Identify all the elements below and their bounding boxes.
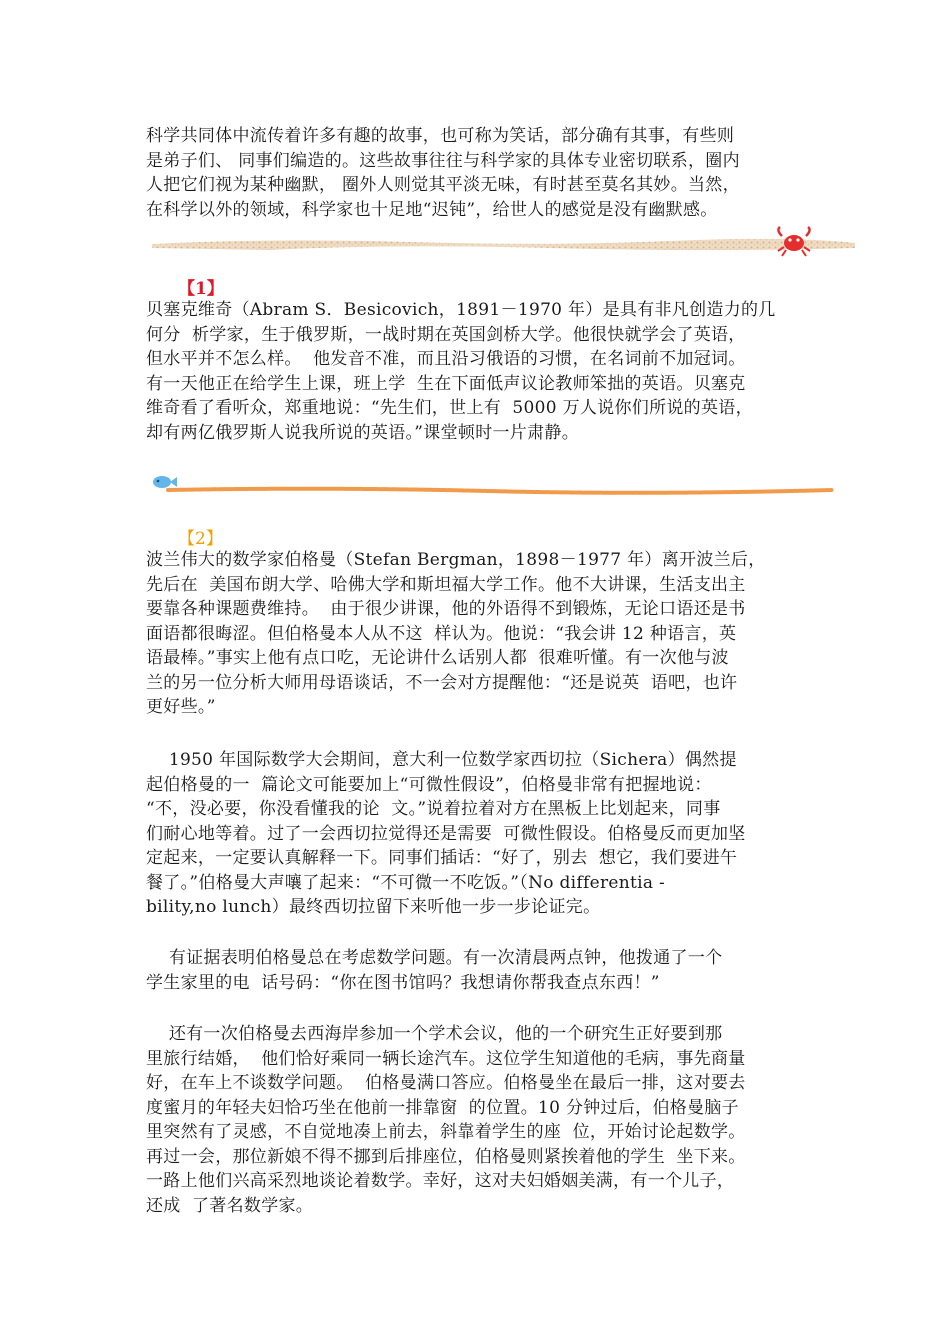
fish-icon bbox=[153, 476, 177, 488]
section-2-paragraph-2: 1950 年国际数学大会期间，意大利一位数学家西切拉（Sichera）偶然提 起伯格曼的一 篇论文可能要加上“可微性假设”，伯格曼非常有把握地说： “不，没必要，你没看懂我的论 文。”说着拉着对方在黑板上比划起来，同事 们耐心地等着。过了一会西切拉觉得还是需要 可微性假设。伯格曼反而更加坚 定起来，一定要认真解释一下。同事们插话：“好了，别去 想它，我们要进午 餐了。”伯格曼大声嚷了起来：“不可微一不吃饭。”（No differentia - bility,no lunch）最终西切拉留下来听他一步一步论证完。 bbox=[146, 750, 746, 917]
intro-paragraph: 科学共同体中流传着许多有趣的故事，也可称为笑话，部分确有其事，有些则 是弟子们、 同事们编造的。这些故事往往与科学家的具体专业密切联系，圈内 人把它们视为某种幽默， 圈外人则觉其平淡无味，有时甚至莫名其妙。当然， 在科学以外的领域，科学家也十足地“迟钝”，给世人的感觉是没有幽默感。 bbox=[146, 126, 740, 220]
section-2-paragraph-4: 还有一次伯格曼去西海岸参加一个学术会议，他的一个研究生正好要到那 里旅行结婚， 他们恰好乘同一辆长途汽车。这位学生知道他的毛病，事先商量 好，在车上不谈数学问题。 伯格曼满口答应。伯格曼坐在最后一排，这对要去 度蜜月的年轻夫妇恰巧坐在他前一排靠窗 的位置。10 分钟过后，伯格曼脑子 里突然有了灵感，不自觉地凑上前去，斜靠着学生的座 位，开始讨论起数学。 再过一会，那位新娘不得不挪到后排座位，伯格曼则紧挨着他的学生 坐下来。 一路上他们兴高采烈地谈论着数学。幸好，这对夫妇婚姻美满，有一个儿子， 还成 了著名数学家。 bbox=[146, 1024, 746, 1216]
section-2-paragraph-1: 波兰伟大的数学家伯格曼（Stefan Bergman，1898－1977 年）离开波兰后， 先后在 美国布朗大学、哈佛大学和斯坦福大学工作。他不大讲课，生活支出主 要靠各种课题费维持。 由于很少讲课，他的外语得不到锻炼，无论口语还是书 面语都很晦涩。但伯格曼本人从不这 样认为。他说：“我会讲 12 种语言，英 语最棒。”事实上他有点口吃，无论讲什么话别人都 很难听懂。有一次他与波 兰的另一位分析大师用母语谈话，不一会对方提醒他：“还是说英 语吧，也许 更好些。” bbox=[146, 550, 766, 717]
orange-divider-2 bbox=[148, 468, 838, 498]
section-1-heading: 【1】 bbox=[178, 279, 224, 299]
section-1-paragraph: 贝塞克维奇（Abram S．Besicovich，1891－1970 年）是具有非凡创造力的几 何分 析学家，生于俄罗斯，一战时期在英国剑桥大学。他很快就学会了英语， 但水平并不怎么样。 他发音不准，而且沿习俄语的习惯，在名词前不加冠词。 有一天他正在给学生上课，班上学 生在下面低声议论教师笨拙的英语。贝塞克 维奇看了看听众，郑重地说：“先生们，世上有 5000 万人说你们所说的英语， 却有两亿俄罗斯人说我所说的英语。”课堂顿时一片肃静。 bbox=[146, 300, 776, 443]
section-2-heading: 【2】 bbox=[178, 529, 223, 549]
section-2-paragraph-3: 有证据表明伯格曼总在考虑数学问题。有一次清晨两点钟，他拨通了一个 学生家里的电 话号码：“你在图书馆吗？我想请你帮我查点东西！” bbox=[146, 948, 723, 993]
sand-divider-1 bbox=[150, 226, 860, 260]
